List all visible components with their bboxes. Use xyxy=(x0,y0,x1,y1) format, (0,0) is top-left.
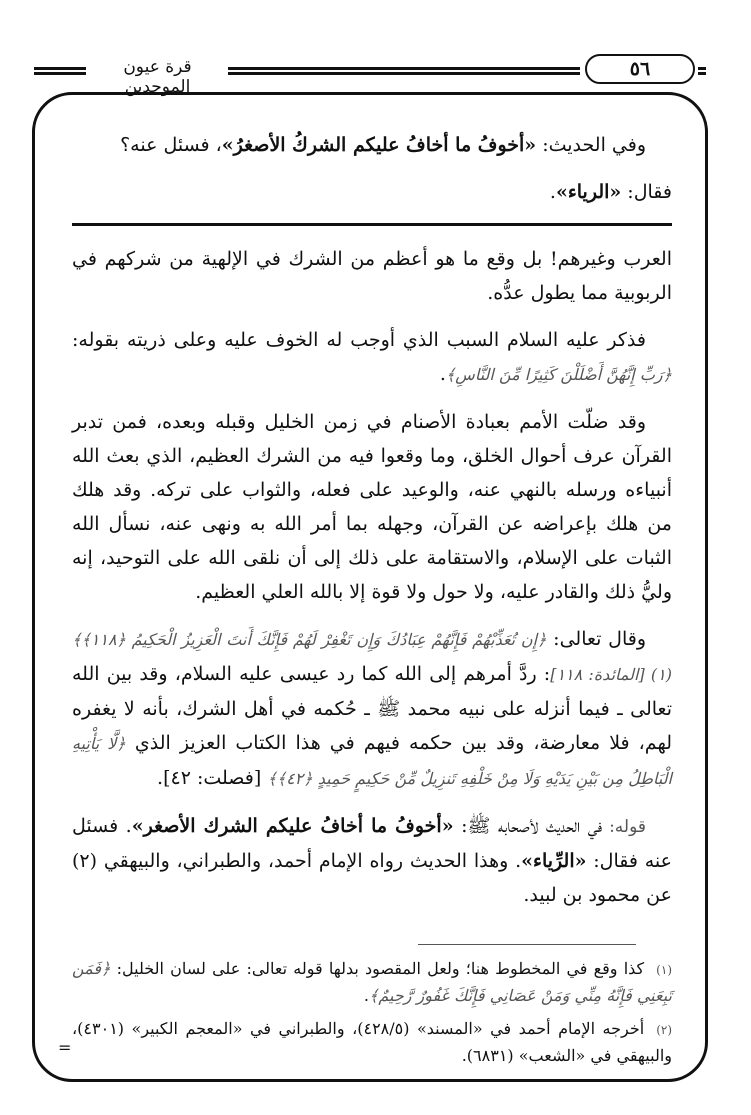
hadith-quote-2: «أخوفُ ما أخافُ عليكم الشرك الأصغر» xyxy=(131,815,454,837)
header-rule-right xyxy=(698,67,706,75)
answer-prefix: فقال: xyxy=(621,181,672,203)
paragraph-4 xyxy=(72,622,672,796)
page-number-badge xyxy=(585,54,695,84)
answer-suffix: . xyxy=(549,181,556,203)
hadith-quote: «أخوفُ ما أخافُ عليكم الشركُ الأصغرُ» xyxy=(221,134,537,156)
footnote-separator xyxy=(418,944,636,945)
page-header xyxy=(0,52,751,97)
quote-suffix: ، فسئل عنه؟ xyxy=(120,134,222,156)
paragraph-3: وقد ضلّت الأمم بعبادة الأصنام في زمن الخليل وقبله وبعده، فمن تدبر القرآن عرف أحوال الخلق، وما وقعوا فيه من الشرك العظيم، الذي بعث الله أنبياءه ورسله بالنهي عنه، والوعيد على فعله، والثواب على تركه. وقد هلك من هلك بإعراضه عن القرآن، وجهله بما أمر الله به ونهى عنه، نسأل الله الثبات على الإسلام، والاستقامة على ذلك إلى أن نلقى الله على التوحيد، إنه وليُّ ذلك والقادر عليه، ولا حول ولا قوة إلا بالله العلي العظيم. xyxy=(72,411,672,603)
paragraph-4-start: وقال تعالى: xyxy=(546,628,647,650)
header-rule-middle xyxy=(228,67,580,75)
footnote-1 xyxy=(72,956,672,1008)
verse-reference-2: [فصلت: ٤٢]. xyxy=(157,767,268,789)
quran-verse-fussilat: ﴿لَّا يَأْتِيهِ الْبَاطِلُ مِن بَيْنِ يَدَيْهِ وَلَا مِنْ خَلْفِهِ تَنزِيلٌ مِّنْ حَكِيمٍ حَمِيدٍ ﴿٤٢﴾﴾ xyxy=(72,734,672,788)
header-rule-left xyxy=(34,67,86,75)
footnote-end: . xyxy=(363,986,369,1005)
answer-quote-2: «الرِّياء» xyxy=(521,850,587,872)
footnote-number: (١) xyxy=(656,963,672,977)
footnote-number: (٢) xyxy=(656,1023,673,1037)
running-title: قرة عيون الموحدين xyxy=(123,57,192,97)
paragraph-5-text-2: . فسئل عنه فقال: xyxy=(72,815,672,872)
page-content xyxy=(72,128,672,925)
paragraph-5-text: في الحديث لأصحابه ﷺ: xyxy=(453,815,603,837)
paragraph-2 xyxy=(72,323,672,392)
paragraph-5-text-3: . وهذا الحديث رواه الإمام أحمد، والطبراني، والبيهقي (٢) عن محمود بن لبيد. xyxy=(72,850,672,906)
quote-prefix: وفي الحديث: xyxy=(536,134,646,156)
footnote-quran: ﴿فَمَن تَبِعَنِي فَإِنَّهُ مِنِّي وَمَنْ عَصَانِي فَإِنَّكَ غَفُورٌ رَّحِيمٌ﴾ xyxy=(72,959,672,1005)
page-number: ٥٦ xyxy=(629,58,651,80)
footnote-text: أخرجه الإمام أحمد في «المسند» (٤٢٨/٥)، والطبراني في «المعجم الكبير» (٤٣٠١)، والبيهقي في «الشعب» (٦٨٣١). xyxy=(72,1019,672,1065)
paragraph-4-middle: : ردَّ أمرهم إلى الله كما رد عيسى عليه السلام، وقد بين الله تعالى ـ فيما أنزله على نبيه محمد ﷺ ـ حُكمه في أهل الشرك، بأنه لا يغفره لهم، فلا معارضة، وقد بين حكمه فيهم في هذا الكتاب العزيز الذي xyxy=(72,663,672,754)
quote-line-2 xyxy=(72,175,672,209)
paragraph-1: العرب وغيرهم! بل وقع ما هو أعظم من الشرك في الإلهية من شركهم في الربوبية مما يطول عدُّه. xyxy=(72,248,672,304)
footnotes xyxy=(72,956,672,1076)
commentary-lead: قوله: xyxy=(602,817,646,837)
paragraph-2-text: فذكر عليه السلام السبب الذي أوجب له الخوف عليه وعلى ذريته بقوله: xyxy=(72,329,646,351)
corner-mark: = xyxy=(58,1038,72,1057)
answer-quote: «الرياء» xyxy=(555,181,622,203)
verse-reference: (١) [المائدة: ١١٨] xyxy=(550,665,672,684)
quote-line-1 xyxy=(72,128,672,162)
section-separator xyxy=(72,223,672,226)
paragraph-2-end: . xyxy=(439,363,446,385)
quran-verse-maidah: ﴿إِن تُعَذِّبْهُمْ فَإِنَّهُمْ عِبَادُكَ وَإِن تَغْفِرْ لَهُمْ فَإِنَّكَ أَنتَ الْعَزِيزُ الْحَكِيمُ ﴿١١٨﴾﴾ xyxy=(72,630,547,649)
footnote-text: كذا وقع في المخطوط هنا؛ ولعل المقصود بدلها قوله تعالى: على لسان الخليل: xyxy=(110,959,645,978)
paragraph-5 xyxy=(72,809,672,912)
quran-verse: ﴿رَبِّ إِنَّهُنَّ أَضْلَلْنَ كَثِيرًا مِّنَ النَّاسِ﴾ xyxy=(445,365,672,384)
footnote-2 xyxy=(72,1016,672,1068)
